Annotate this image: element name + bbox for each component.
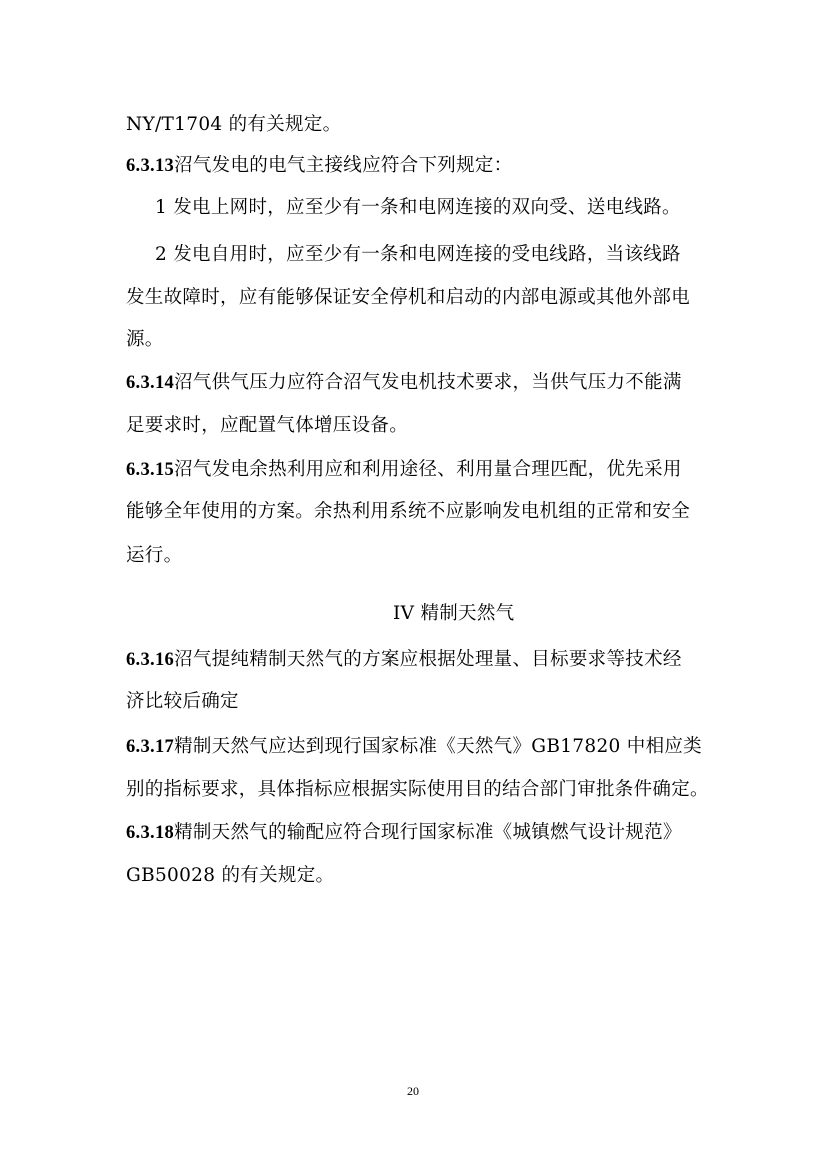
- clause-text: 沼气供气压力应符合沼气发电机技术要求，当供气压力不能满: [174, 372, 682, 393]
- clause-number: 6.3.16: [126, 650, 175, 670]
- clause-6-3-15: [126, 458, 682, 482]
- section-heading: IV 精制天然气: [393, 603, 515, 624]
- list-item: 2 发电自用时，应至少有一条和电网连接的受电线路，当该线路: [155, 244, 681, 265]
- text-line: 济比较后确定: [126, 691, 239, 712]
- text-line: GB50028 的有关规定。: [126, 865, 335, 886]
- clause-number: 6.3.18: [126, 823, 175, 843]
- clause-text: 沼气发电的电气主接线应符合下列规定：: [174, 155, 513, 176]
- clause-6-3-14: [126, 371, 682, 395]
- clause-text: 精制天然气的输配应符合现行国家标准《城镇燃气设计规范》: [174, 822, 682, 843]
- clause-number: 6.3.17: [126, 737, 175, 757]
- clause-6-3-16: [126, 648, 682, 672]
- list-item: 1 发电上网时，应至少有一条和电网连接的双向受、送电线路。: [155, 197, 681, 218]
- text-line: 足要求时，应配置气体增压设备。: [126, 415, 409, 436]
- clause-text: 精制天然气应达到现行国家标准《天然气》GB17820 中相应类: [174, 736, 702, 757]
- clause-6-3-17: [126, 735, 702, 759]
- clause-6-3-13: [126, 154, 512, 178]
- clause-text: 沼气发电余热利用应和利用途径、利用量合理匹配，优先采用: [174, 459, 682, 480]
- clause-6-3-18: [126, 821, 682, 845]
- clause-number: 6.3.13: [126, 156, 175, 176]
- text-line: NY/T1704 的有关规定。: [126, 114, 342, 135]
- text-line: 能够全年使用的方案。余热利用系统不应影响发电机组的正常和安全: [126, 501, 691, 522]
- text-line: 别的指标要求，具体指标应根据实际使用目的结合部门审批条件确定。: [126, 779, 709, 800]
- clause-number: 6.3.14: [126, 373, 175, 393]
- clause-text: 沼气提纯精制天然气的方案应根据处理量、目标要求等技术经: [174, 649, 682, 670]
- page-number: 20: [407, 1084, 419, 1098]
- text-line: 发生故障时，应有能够保证安全停机和启动的内部电源或其他外部电: [126, 287, 691, 308]
- text-line: 运行。: [126, 545, 183, 566]
- clause-number: 6.3.15: [126, 460, 175, 480]
- text-line: 源。: [126, 329, 164, 350]
